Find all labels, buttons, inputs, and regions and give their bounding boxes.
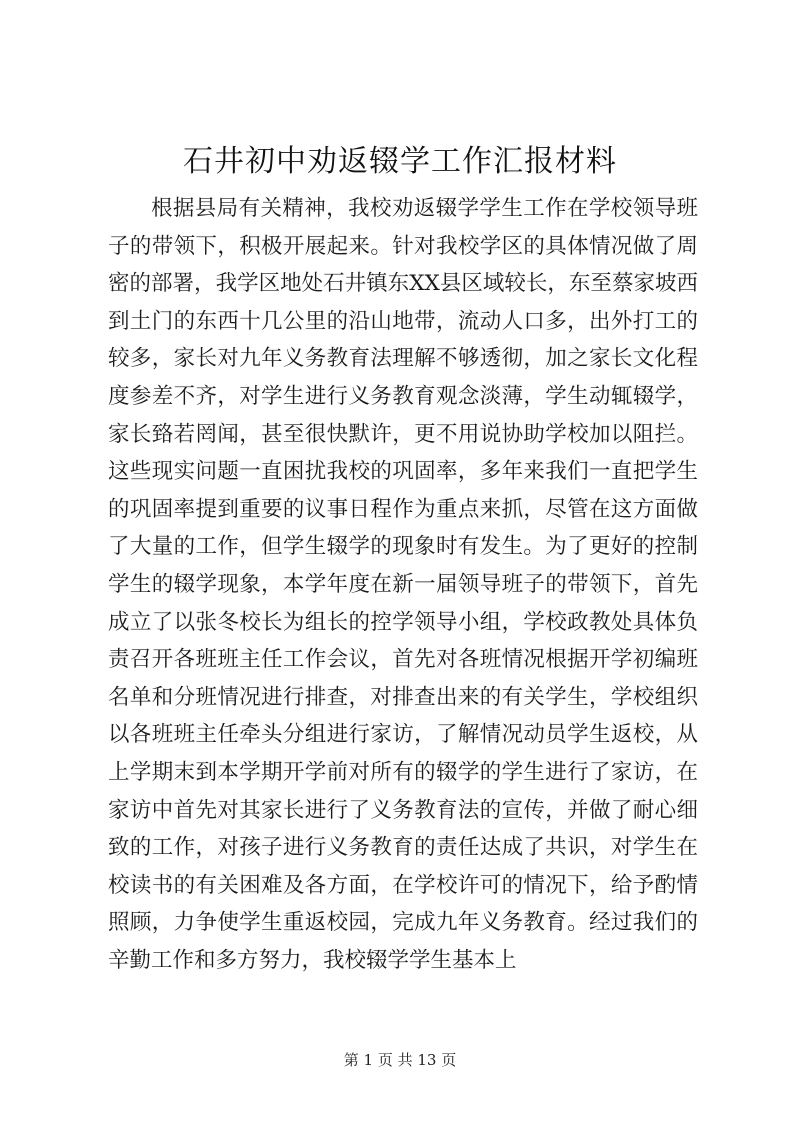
body-paragraph: 根据县局有关精神，我校劝返辍学学生工作在学校领导班子的带领下，积极开展起来。针对我校学区的具体情况做了周密的部署，我学区地处石井镇东XX县区域较长，东至蔡家坡西到土门的东西十几公里的沿山地带，流动人口多，出外打工的较多，家长对九年义务教育法理解不够透彻，加之家长文化程度参差不齐，对学生进行义务教育观念淡薄，学生动辄辍学，家长臵若罔闻，甚至很快默许，更不用说协助学校加以阻拦。这些现实问题一直困扰我校的巩固率，多年来我们一直把学生的巩固率提到重要的议事日程作为重点来抓，尽管在这方面做了大量的工作，但学生辍学的现象时有发生。为了更好的控制学生的辍学现象，本学年度在新一届领导班子的带领下，首先成立了以张冬校长为组长的控学领导小组，学校政教处具体负责召开各班班主任工作会议，首先对各班情况根据开学初编班名单和分班情况进行排查，对排查出来的有关学生，学校组织以各班班主任牵头分组进行家访，了解情况动员学生返校，从上学期末到本学期开学前对所有的辍学的学生进行了家访，在家访中首先对其家长进行了义务教育法的宣传，并做了耐心细致的工作，对孩子进行义务教育的责任达成了共识，对学生在校读书的有关困难及各方面，在学校许可的情况下，给予酌情照顾，力争使学生重返校园，完成九年义务教育。经过我们的辛勤工作和多方努力，我校辍学学生基本上 (108, 196, 698, 973)
page-footer: 第 1 页 共 13 页 (343, 1051, 457, 1069)
document-title: 石井初中劝返辍学工作汇报材料 (183, 144, 617, 179)
